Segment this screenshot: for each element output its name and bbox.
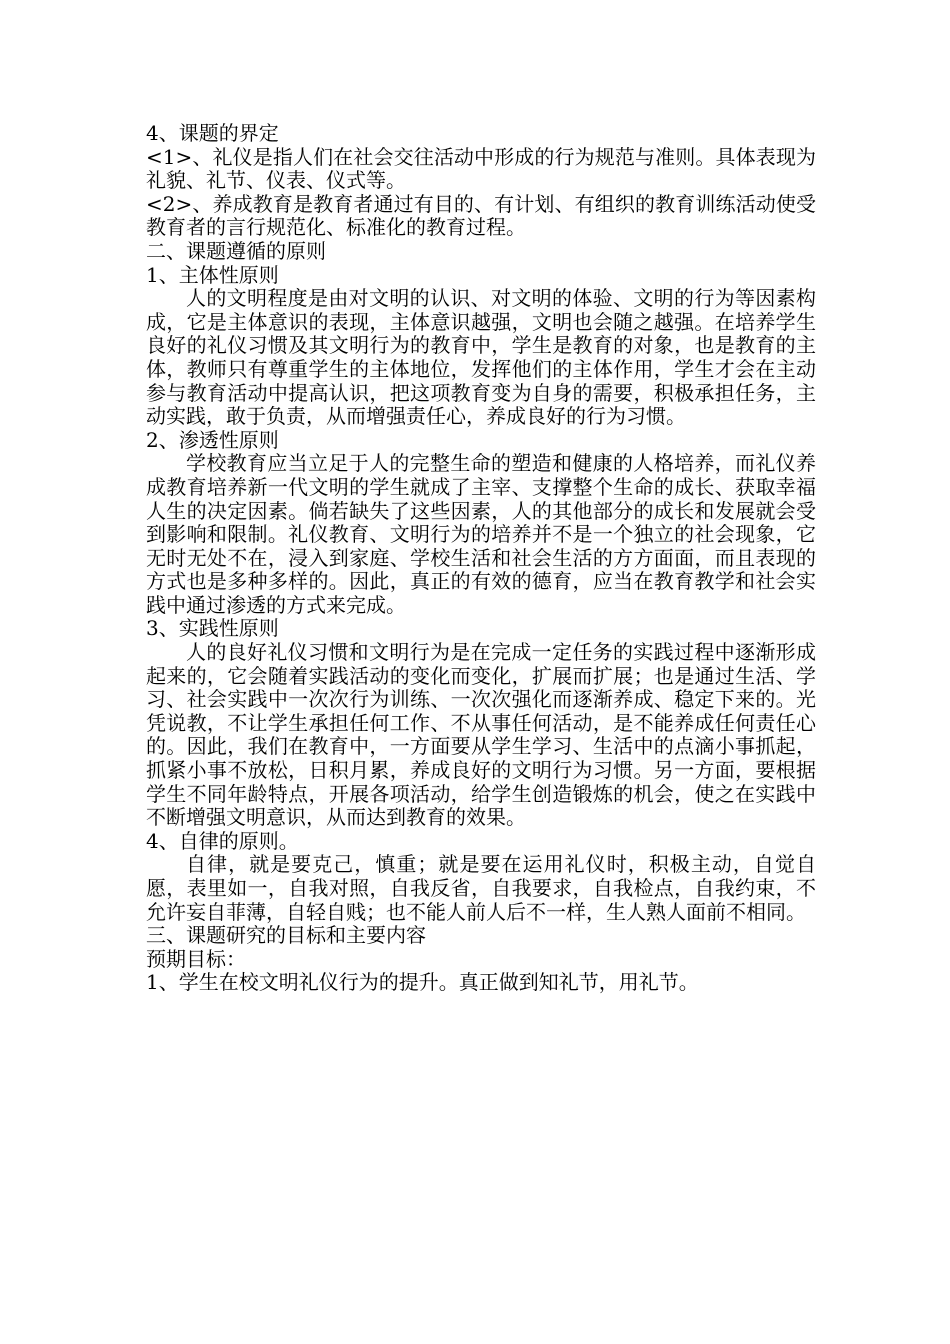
paragraph-subjectivity: 人的文明程度是由对文明的认识、对文明的体验、文明的行为等因素构成，它是主体意识的表现，主体意识越强，文明也会随之越强。在培养学生良好的礼仪习惯及其文明行为的教育中，学生是教育的对象，也是教育的主体，教师只有尊重学生的主体地位，发挥他们的主体作用，学生才会在主动参与教育活动中提高认识，把这项教育变为自身的需要，积极承担任务，主动实践，敢于负责，从而增强责任心，养成良好的行为习惯。 <box>146 286 816 429</box>
paragraph-practice: 人的良好礼仪习惯和文明行为是在完成一定任务的实践过程中逐渐形成起来的，它会随着实践活动的变化而变化，扩展而扩展；也是通过生活、学习、社会实践中一次次行为训练、一次次强化而逐渐养成、稳定下来的。光凭说教，不让学生承担任何工作、不从事任何活动，是不能养成任何责任心的。因此，我们在教育中，一方面要从学生学习、生活中的点滴小事抓起，抓紧小事不放松，日积月累，养成良好的文明行为习惯。另一方面，要根据学生不同年龄特点，开展各项活动，给学生创造锻炼的机会，使之在实践中不断增强文明意识，从而达到教育的效果。 <box>146 640 816 830</box>
subheading-self-discipline-principle: 4、自律的原则。 <box>146 828 299 853</box>
section-heading-goals: 三、课题研究的目标和主要内容 <box>146 923 426 948</box>
goal-item-1: 1、学生在校文明礼仪行为的提升。真正做到知礼节，用礼节。 <box>146 970 699 995</box>
paragraph-self-discipline: 自律，就是要克己，慎重；就是要在运用礼仪时，积极主动，自觉自愿，表里如一，自我对照，自我反省，自我要求，自我检点，自我约束，不允许妄自菲薄，自轻自贱；也不能人前人后不一样，生人熟人面前不相同。 <box>146 852 816 924</box>
section-heading-4-definition: 4、课题的界定 <box>146 121 279 145</box>
subheading-permeation-principle: 2、渗透性原则 <box>146 427 279 452</box>
paragraph-permeation: 学校教育应当立足于人的完整生命的塑造和健康的人格培养，而礼仪养成教育培养新一代文明的学生就成了主宰、支撑整个生命的成长、获取幸福人生的决定因素。倘若缺失了这些因素，人的其他部分的成长和发展就会受到影响和限制。礼仪教育、文明行为的培养并不是一个独立的社会现象，它无时无处不在，浸入到家庭、学校生活和社会生活的方方面面，而且表现的方式也是多种多样的。因此，真正的有效的德育，应当在教育教学和社会实践中通过渗透的方式来完成。 <box>146 451 816 617</box>
definition-habit-education: <2>、养成教育是教育者通过有目的、有计划、有组织的教育训练活动使受教育者的言行规范化、标准化的教育过程。 <box>146 191 816 240</box>
subheading-practice-principle: 3、实践性原则 <box>146 616 279 641</box>
section-heading-principles: 二、课题遵循的原则 <box>146 238 326 263</box>
document-page <box>146 122 816 995</box>
definition-etiquette: <1>、礼仪是指人们在社会交往活动中形成的行为规范与准则。具体表现为礼貌、礼节、仪表、仪式等。 <box>146 144 816 193</box>
subheading-expected-goals: 预期目标： <box>146 946 246 971</box>
subheading-subjectivity-principle: 1、主体性原则 <box>146 262 279 287</box>
